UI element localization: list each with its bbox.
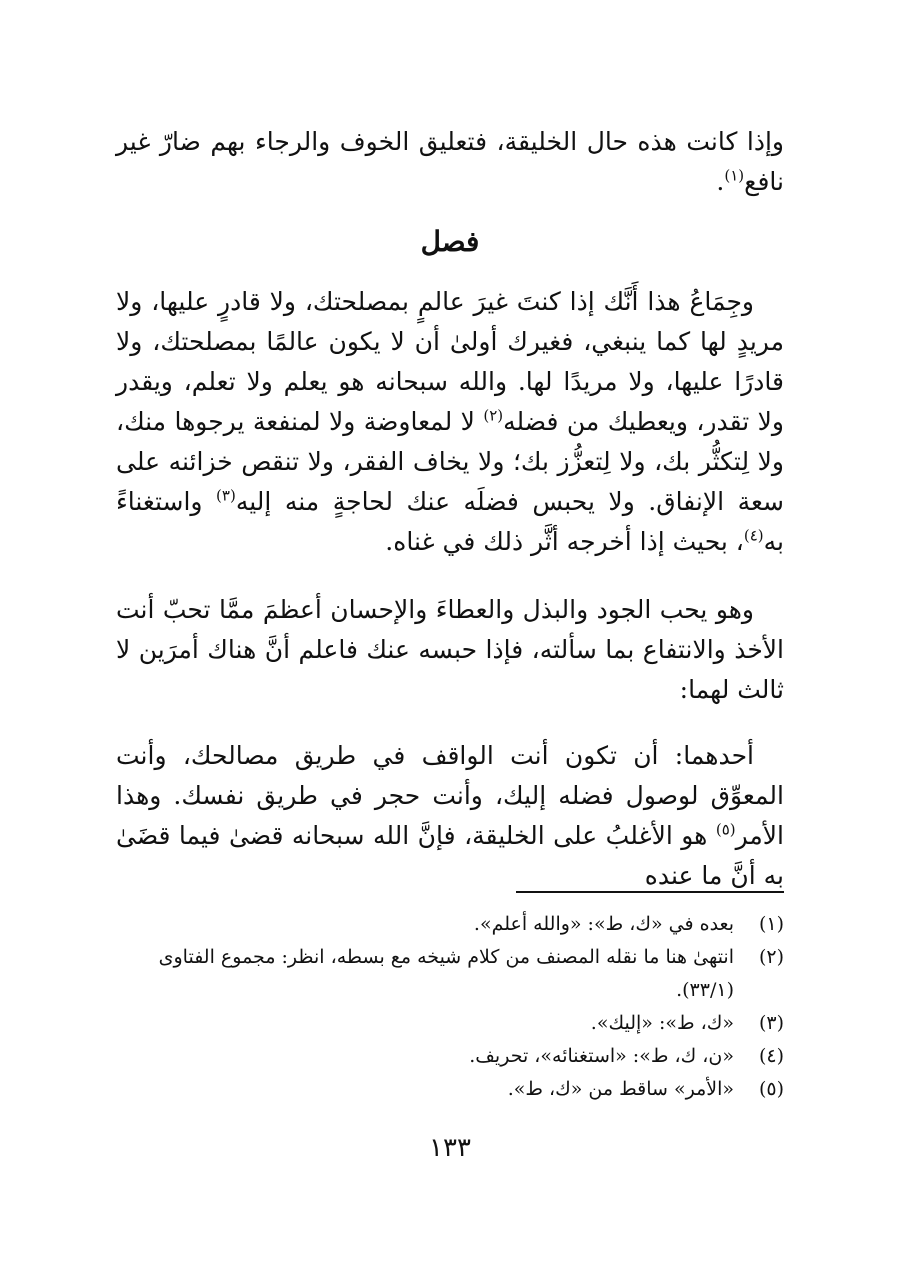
- paragraph-2: [116, 282, 784, 562]
- footnote-3: [116, 1007, 784, 1040]
- footnote-number: (٢): [758, 946, 784, 968]
- paragraph-2-part-4: ، بحيث إذا أخرجه أثَّر ذلك في غناه.: [385, 527, 744, 556]
- footnote-separator: [516, 891, 784, 893]
- footnote-text: «ك، ط»: «إليك».: [590, 1012, 734, 1034]
- paragraph-3: وهو يحب الجود والبذل والعطاءَ والإحسان أعظمَ ممَّا تحبّ أنت الأخذ والانتفاع بما سألته، فإذا حبسه عنك فاعلم أنَّ هناك أمرَين لا ثالث لهما:: [116, 595, 784, 704]
- paragraph-4-part-2: هو الأغلبُ على الخليقة، فإنَّ الله سبحانه قضىٰ فيما قضَىٰ به أنَّ ما عنده: [116, 821, 784, 890]
- footnote-1: [116, 908, 784, 941]
- footnote-text: انتهىٰ هنا ما نقله المصنف من كلام شيخه مع بسطه، انظر: مجموع الفتاوى (٣٣/١).: [158, 946, 734, 1001]
- paragraph-1: [116, 122, 784, 202]
- footnote-ref-4: (٤): [743, 526, 764, 545]
- paragraph-4-part-1: أحدهما: أن تكون أنت الواقف في طريق مصالحك، وأنت المعوِّق لوصول فضله إليك، وأنت حجر في طريق نفسك. وهذا الأمر: [116, 741, 784, 850]
- paragraph-2-part-2: لا لمعاوضة ولا لمنفعة يرجوها منك، ولا لِتكثُّر بك، ولا لِتعزُّز بك؛ ولا يخاف الفقر، ولا تنقص خزائنه على سعة الإنفاق. ولا يحبس فضلَه عنك لحاجةٍ منه إليه: [116, 407, 785, 516]
- footnote-text: بعده في «ك، ط»: «والله أعلم».: [473, 913, 734, 935]
- paragraph-4: [116, 736, 784, 896]
- footnote-text: «ن، ك، ط»: «استغنائه»، تحريف.: [469, 1045, 734, 1067]
- footnote-number: (١): [758, 913, 784, 935]
- footnote-ref-2: (٢): [483, 406, 504, 425]
- footnote-number: (٥): [758, 1078, 784, 1100]
- footnote-ref-3: (٣): [216, 486, 236, 505]
- footnote-number: (٣): [758, 1012, 784, 1034]
- paragraph-2-part-3: واستغناءً به: [116, 487, 784, 556]
- footnote-2: [116, 941, 784, 1007]
- section-heading: فصل: [420, 225, 480, 258]
- paragraph-1-tail: .: [716, 167, 725, 196]
- footnote-5: [116, 1073, 784, 1106]
- paragraph-1-text: وإذا كانت هذه حال الخليقة، فتعليق الخوف والرجاء بهم ضارّ غير نافع: [116, 127, 784, 196]
- footnote-ref-1: (١): [724, 166, 745, 185]
- paragraph-2-part-1: وجِمَاعُ هذا أَنَّك إذا كنتَ غيرَ عالمٍ بمصلحتك، ولا قادرٍ عليها، ولا مريدٍ لها كما ينبغي، فغيرك أولىٰ أن لا يكون عالمًا بمصلحتك، ولا قادرًا عليها، ولا مريدًا لها. والله سبحانه هو يعلم ولا تعلم، ويقدر ولا تقدر، ويعطيك من فضله: [116, 287, 784, 436]
- footnote-4: [116, 1040, 784, 1073]
- footnote-number: (٤): [758, 1045, 784, 1067]
- footnote-text: «الأمر» ساقط من «ك، ط».: [507, 1078, 734, 1100]
- footnote-ref-5: (٥): [715, 820, 736, 839]
- footnotes-list: [116, 908, 784, 1106]
- page-number: ١٣٣: [429, 1133, 471, 1163]
